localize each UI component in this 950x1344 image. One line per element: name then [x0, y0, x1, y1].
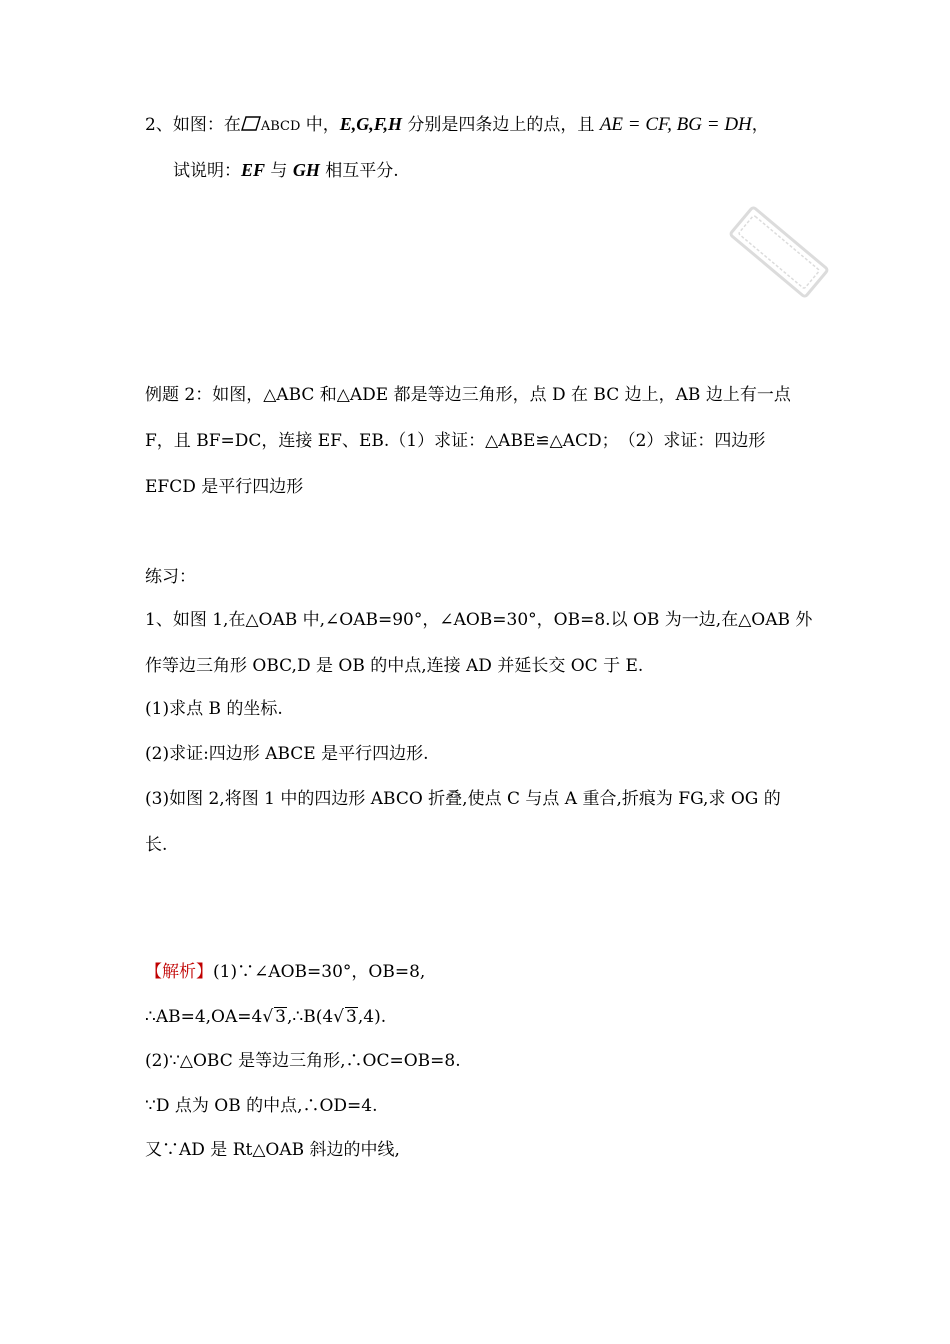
- solution-line-3: (2)∵△OBC 是等边三角形,∴OC=OB=8.: [145, 1051, 461, 1071]
- sqrt-icon: √: [333, 1007, 345, 1027]
- practice-line-2: 作等边三角形 OBC,D 是 OB 的中点,连接 AD 并延长交 OC 于 E.: [145, 656, 644, 676]
- solution-line-5: 又∵AD 是 Rt△OAB 斜边的中线,: [145, 1140, 400, 1160]
- problem-2-points: E,G,F,H: [339, 114, 402, 134]
- sqrt-icon: √: [262, 1007, 274, 1027]
- example-2-line-3: EFCD 是平行四边形: [145, 477, 304, 497]
- watermark-frame-icon: [716, 200, 842, 304]
- example-2-line-2: F，且 BF=DC，连接 EF、EB.（1）求证：△ABE≌△ACD； （2）求证：四边形: [145, 431, 766, 451]
- practice-question-1: (1)求点 B 的坐标.: [145, 699, 283, 719]
- solution-step-1: (1)∵∠AOB=30°，OB=8,: [213, 962, 426, 982]
- solution-tag: 【解析】: [145, 962, 213, 982]
- practice-question-2: (2)求证:四边形 ABCE 是平行四边形.: [145, 744, 429, 764]
- solution-l2-a: ∴AB=4,OA=4: [145, 1007, 263, 1027]
- problem-2-middle: 中，: [300, 115, 340, 135]
- solution-line-1: [145, 960, 425, 984]
- solution-line-2: [145, 1005, 386, 1029]
- problem-2-line-2: [173, 158, 399, 183]
- problem-2-desc: 分别是四条边上的点，且: [402, 115, 600, 135]
- example-2-line-1: 例题 2：如图，△ABC 和△ADE 都是等边三角形，点 D 在 BC 边上，AB 边上有一点: [145, 385, 791, 405]
- practice-question-3-line-1: (3)如图 2,将图 1 中的四边形 ABCO 折叠,使点 C 与点 A 重合,折痕为 FG,求 OG 的: [145, 789, 781, 809]
- solution-l2-radicand-2: 3: [346, 1007, 357, 1027]
- parallelogram-icon: [241, 116, 261, 132]
- practice-line-1: 1、如图 1,在△OAB 中,∠OAB=90°，∠AOB=30°，OB=8.以 OB 为一边,在△OAB 外: [145, 610, 813, 630]
- problem-2-prefix: 2、如图：在: [145, 115, 241, 135]
- problem-2-condition: AE = CF, BG = DH: [599, 114, 752, 135]
- solution-line-4: ∵D 点为 OB 的中点,∴OD=4.: [145, 1096, 378, 1116]
- problem-2-shape-label: ABCD: [260, 119, 301, 134]
- solution-l2-b: ,∴B(4: [287, 1007, 334, 1027]
- problem-2-connector: 与: [265, 161, 293, 181]
- problem-2-seg1: EF: [241, 160, 266, 180]
- problem-2-line2-prefix: 试说明：: [173, 161, 241, 181]
- practice-heading: 练习：: [145, 567, 196, 587]
- solution-l2-radicand: 3: [275, 1007, 286, 1027]
- solution-l2-c: ,4).: [357, 1007, 387, 1027]
- problem-2-tail: ，: [751, 115, 769, 135]
- practice-question-3-line-2: 长.: [145, 835, 168, 855]
- problem-2-line-1: [145, 112, 769, 139]
- problem-2-line2-suffix: 相互平分.: [319, 161, 399, 181]
- problem-2-seg2: GH: [292, 160, 320, 180]
